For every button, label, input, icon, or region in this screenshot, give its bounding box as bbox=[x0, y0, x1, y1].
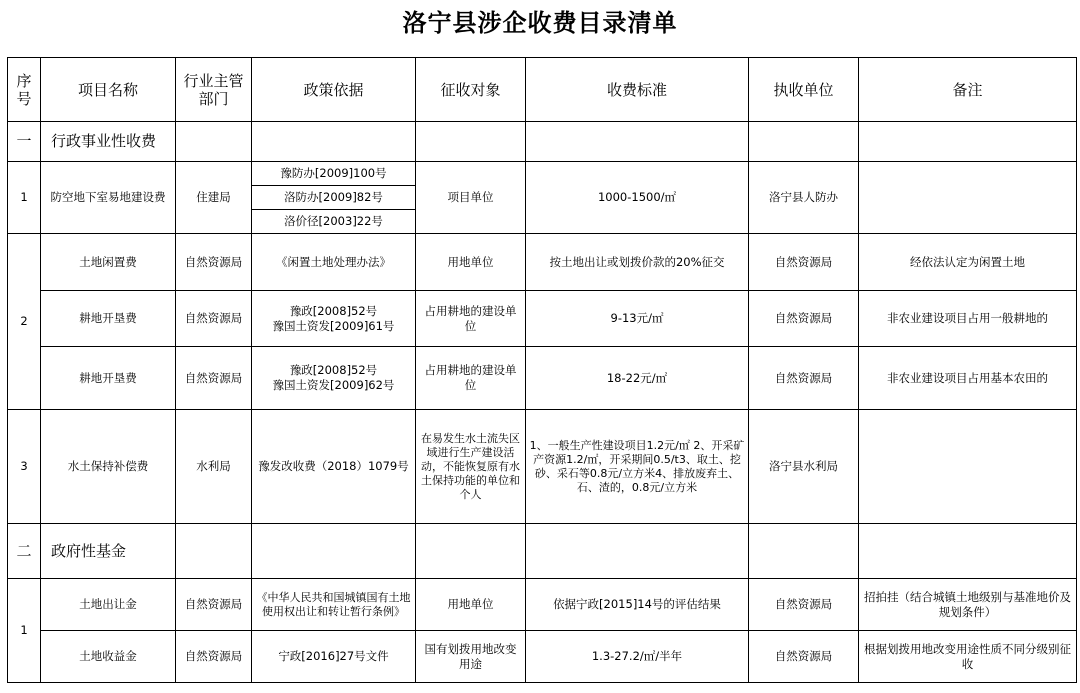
item-dept: 自然资源局 bbox=[176, 579, 252, 631]
table-row bbox=[8, 631, 1077, 683]
section-name: 行政事业性收费 bbox=[41, 122, 176, 162]
item-remark: 非农业建设项目占用基本农田的 bbox=[859, 347, 1077, 410]
section-name: 政府性基金 bbox=[41, 524, 176, 579]
item-standard: 1.3-27.2/㎡/半年 bbox=[526, 631, 749, 683]
policy-line: 豫国土资发[2009]61号 bbox=[272, 318, 395, 333]
item-dept: 自然资源局 bbox=[176, 347, 252, 410]
header-dept: 行业主管部门 bbox=[176, 58, 252, 122]
table-row bbox=[8, 410, 1077, 524]
row-seq: 3 bbox=[8, 410, 41, 524]
header-policy: 政策依据 bbox=[252, 58, 416, 122]
item-policy: 《闲置土地处理办法》 bbox=[252, 234, 416, 291]
row-seq: 2 bbox=[8, 234, 41, 410]
item-target: 用地单位 bbox=[416, 579, 526, 631]
item-policy: 豫防办[2009]100号 bbox=[252, 162, 416, 186]
item-standard: 1、一般生产性建设项目1.2元/㎡ 2、开采矿产资源1.2/㎡，开采期间0.5/t3、取土、挖砂、采石等0.8元/立方米4、排放废弃土、石、渣的，0.8元/立方米 bbox=[526, 410, 749, 524]
item-unit: 自然资源局 bbox=[749, 347, 859, 410]
table-row bbox=[8, 291, 1077, 347]
item-name: 土地闲置费 bbox=[41, 234, 176, 291]
item-standard: 1000-1500/㎡ bbox=[526, 162, 749, 234]
item-policy bbox=[252, 347, 416, 410]
row-seq: 1 bbox=[8, 579, 41, 683]
item-target: 项目单位 bbox=[416, 162, 526, 234]
item-policy bbox=[252, 291, 416, 347]
item-remark: 经依法认定为闲置土地 bbox=[859, 234, 1077, 291]
item-name: 耕地开垦费 bbox=[41, 347, 176, 410]
item-policy: 洛价径[2003]22号 bbox=[252, 210, 416, 234]
section-seq: 一 bbox=[8, 122, 41, 162]
item-policy: 豫发改收费（2018）1079号 bbox=[252, 410, 416, 524]
item-standard: 依据宁政[2015]14号的评估结果 bbox=[526, 579, 749, 631]
item-target: 在易发生水土流失区域进行生产建设活动，不能恢复原有水土保持功能的单位和个人 bbox=[416, 410, 526, 524]
header-unit: 执收单位 bbox=[749, 58, 859, 122]
header-row bbox=[8, 58, 1077, 122]
section-seq: 二 bbox=[8, 524, 41, 579]
header-name: 项目名称 bbox=[41, 58, 176, 122]
section-row bbox=[8, 524, 1077, 579]
header-standard: 收费标准 bbox=[526, 58, 749, 122]
item-remark: 招拍挂（结合城镇土地级别与基准地价及规划条件） bbox=[859, 579, 1077, 631]
section-row bbox=[8, 122, 1077, 162]
item-name: 土地收益金 bbox=[41, 631, 176, 683]
header-target: 征收对象 bbox=[416, 58, 526, 122]
table-row bbox=[8, 234, 1077, 291]
item-remark: 非农业建设项目占用一般耕地的 bbox=[859, 291, 1077, 347]
item-policy: 洛防办[2009]82号 bbox=[252, 186, 416, 210]
item-unit: 自然资源局 bbox=[749, 234, 859, 291]
item-unit: 洛宁县水利局 bbox=[749, 410, 859, 524]
item-name: 水土保持补偿费 bbox=[41, 410, 176, 524]
table-row bbox=[8, 579, 1077, 631]
policy-line: 豫政[2008]52号 bbox=[289, 303, 378, 318]
item-unit: 洛宁县人防办 bbox=[749, 162, 859, 234]
item-name: 耕地开垦费 bbox=[41, 291, 176, 347]
item-dept: 住建局 bbox=[176, 162, 252, 234]
table-row bbox=[8, 347, 1077, 410]
item-target: 国有划拨用地改变用途 bbox=[416, 631, 526, 683]
item-dept: 自然资源局 bbox=[176, 291, 252, 347]
item-policy: 宁政[2016]27号文件 bbox=[252, 631, 416, 683]
item-policy: 《中华人民共和国城镇国有土地使用权出让和转让暂行条例》 bbox=[252, 579, 416, 631]
item-unit: 自然资源局 bbox=[749, 291, 859, 347]
header-remark: 备注 bbox=[859, 58, 1077, 122]
item-remark bbox=[859, 162, 1077, 234]
item-standard: 18-22元/㎡ bbox=[526, 347, 749, 410]
item-target: 占用耕地的建设单位 bbox=[416, 347, 526, 410]
item-unit: 自然资源局 bbox=[749, 631, 859, 683]
header-seq: 序号 bbox=[8, 58, 41, 122]
item-name: 防空地下室易地建设费 bbox=[41, 162, 176, 234]
policy-line: 豫国土资发[2009]62号 bbox=[272, 378, 395, 392]
policy-line: 豫政[2008]52号 bbox=[289, 363, 378, 377]
row-seq: 1 bbox=[8, 162, 41, 234]
item-target: 用地单位 bbox=[416, 234, 526, 291]
fee-table bbox=[7, 57, 1077, 683]
item-standard: 9-13元/㎡ bbox=[526, 291, 749, 347]
item-unit: 自然资源局 bbox=[749, 579, 859, 631]
item-target: 占用耕地的建设单位 bbox=[416, 291, 526, 347]
item-dept: 自然资源局 bbox=[176, 631, 252, 683]
item-dept: 自然资源局 bbox=[176, 234, 252, 291]
item-remark bbox=[859, 410, 1077, 524]
item-name: 土地出让金 bbox=[41, 579, 176, 631]
item-dept: 水利局 bbox=[176, 410, 252, 524]
item-remark: 根据划拨用地改变用途性质不同分级别征收 bbox=[859, 631, 1077, 683]
page-title: 洛宁县涉企收费目录清单 bbox=[402, 8, 678, 37]
table-row bbox=[8, 162, 1077, 186]
item-standard: 按土地出让或划拨价款的20%征交 bbox=[526, 234, 749, 291]
